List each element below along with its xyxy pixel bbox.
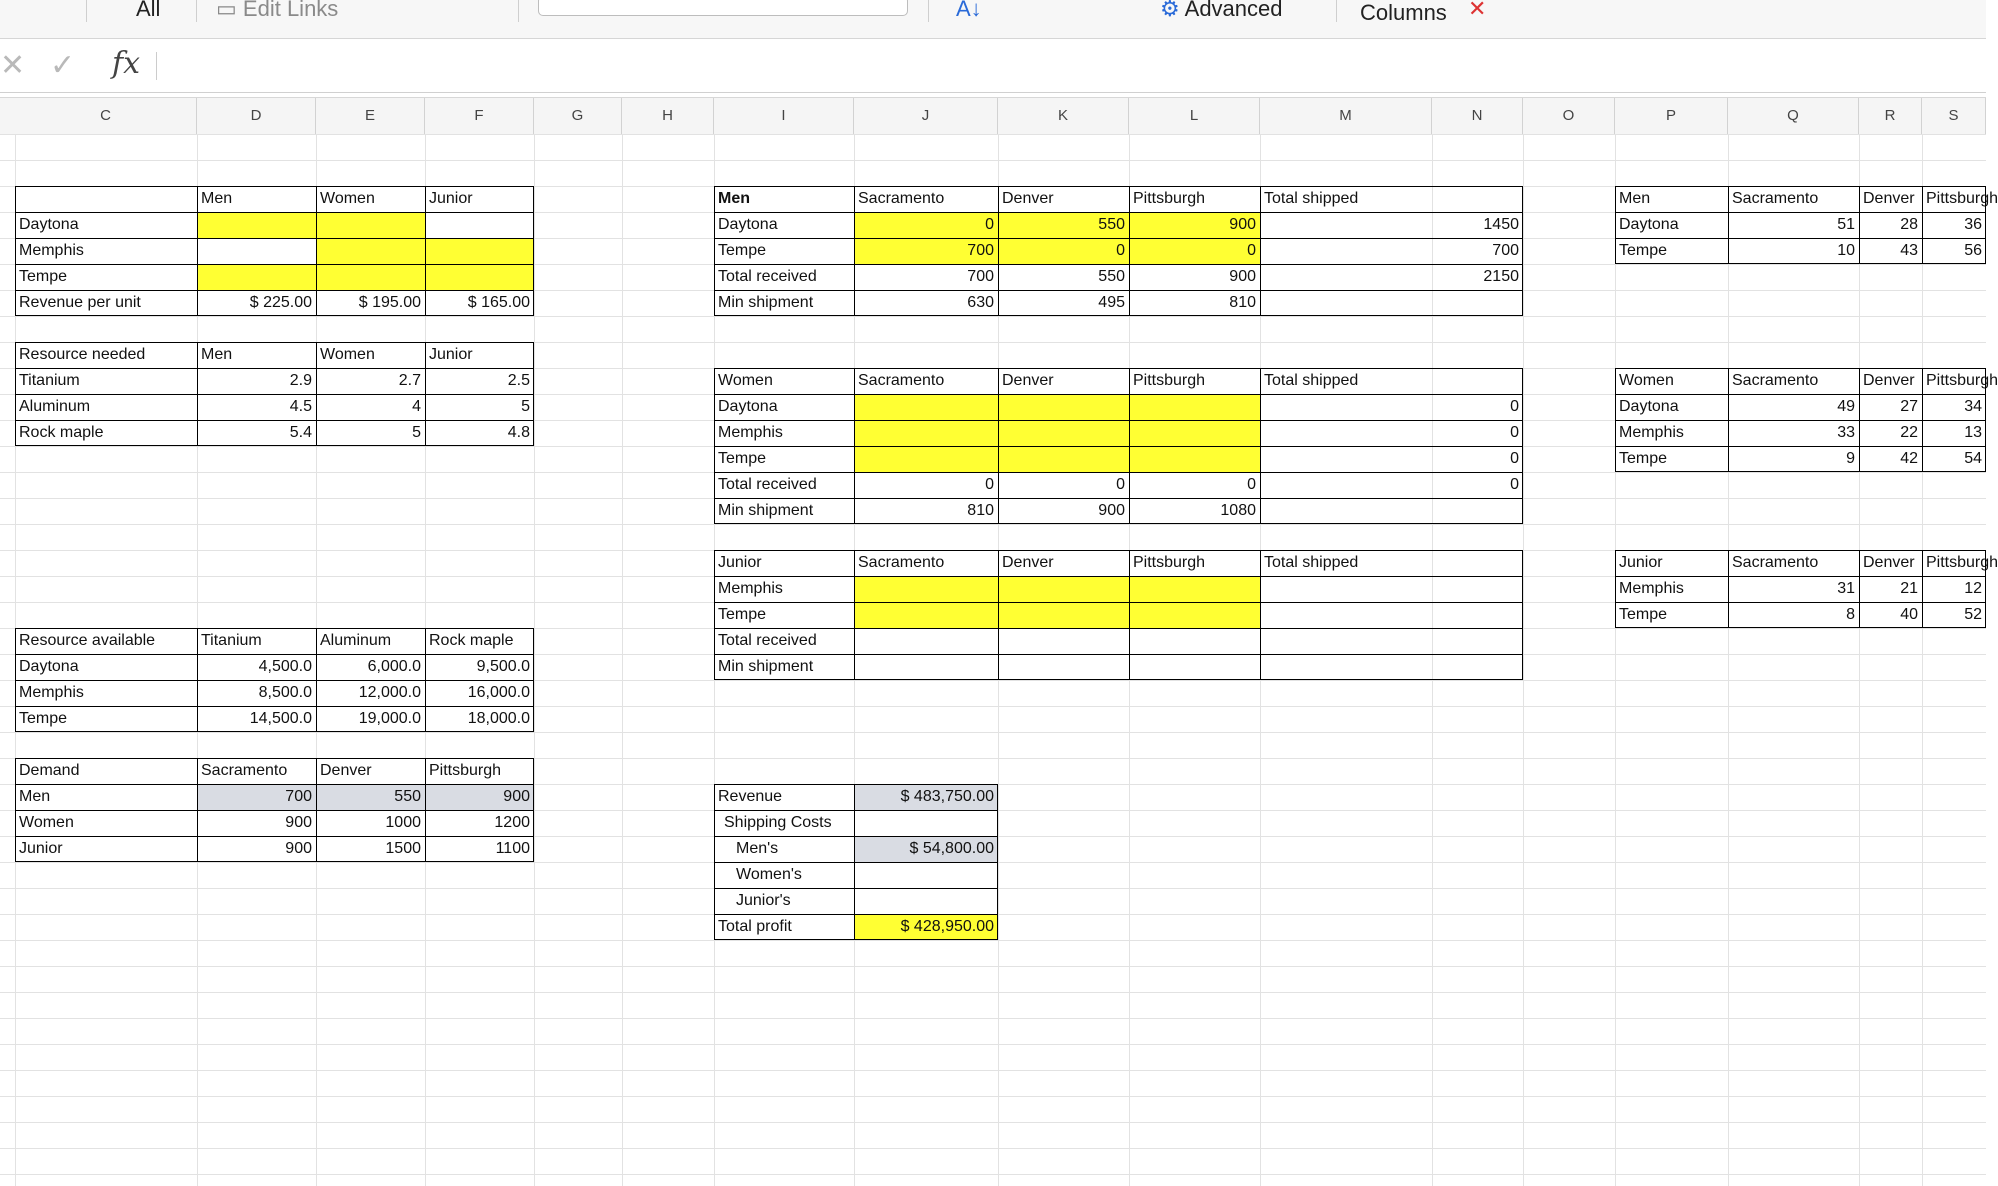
column-header-e[interactable]: E bbox=[316, 98, 425, 134]
table-header-cell[interactable]: Junior bbox=[429, 346, 473, 363]
column-header-f[interactable]: F bbox=[425, 98, 534, 134]
table-header-cell[interactable]: Sacramento bbox=[858, 190, 945, 207]
table-border bbox=[714, 836, 998, 837]
table-cell[interactable]: 2150 bbox=[1483, 268, 1519, 285]
table-cell[interactable]: 0 bbox=[1129, 238, 1260, 264]
table-cell[interactable]: 9 bbox=[1846, 450, 1855, 467]
table-header-cell[interactable]: Denver bbox=[1002, 190, 1054, 207]
table-cell[interactable]: Junior bbox=[19, 840, 63, 857]
table-cell[interactable]: 54 bbox=[1964, 450, 1982, 467]
table-cell[interactable]: 5 bbox=[521, 398, 530, 415]
formula-bar bbox=[0, 40, 1986, 93]
table-cell[interactable]: Tempe bbox=[1619, 450, 1668, 467]
table-cell[interactable]: Daytona bbox=[1619, 398, 1679, 415]
column-header-j[interactable]: J bbox=[854, 98, 998, 134]
table-cell[interactable]: 36 bbox=[1964, 216, 1982, 233]
table-border bbox=[15, 680, 534, 681]
table-cell[interactable]: Daytona bbox=[19, 216, 79, 233]
table-cell[interactable]: 43 bbox=[1900, 242, 1918, 259]
table-cell[interactable]: Tempe bbox=[1619, 242, 1668, 259]
table-cell[interactable]: Daytona bbox=[718, 216, 778, 233]
table-cell[interactable]: 56 bbox=[1964, 242, 1982, 259]
cancel-icon[interactable]: ✕ bbox=[0, 49, 26, 82]
table-cell[interactable]: Memphis bbox=[1619, 424, 1684, 441]
table-border bbox=[854, 550, 855, 680]
table-cell[interactable]: Total received bbox=[718, 268, 817, 285]
table-header-cell[interactable]: Denver bbox=[1863, 190, 1915, 207]
enter-icon[interactable]: ✓ bbox=[50, 49, 76, 82]
table-header-cell[interactable]: Denver bbox=[1002, 554, 1054, 571]
filter-all-button[interactable]: All bbox=[136, 0, 161, 21]
table-header-cell[interactable]: Men bbox=[1619, 190, 1651, 207]
financial-label[interactable]: Total profit bbox=[718, 918, 792, 935]
table-border bbox=[714, 498, 1523, 499]
text-to-columns-button[interactable]: Columns bbox=[1360, 0, 1447, 25]
table-border bbox=[1615, 576, 1986, 577]
table-header-cell[interactable]: Junior bbox=[718, 554, 762, 571]
table-cell[interactable]: 12 bbox=[1964, 580, 1982, 597]
financial-value[interactable]: $ 54,800.00 bbox=[854, 836, 998, 862]
table-cell[interactable]: Rock maple bbox=[19, 424, 104, 441]
table-cell[interactable]: 2.5 bbox=[507, 372, 530, 389]
table-cell[interactable]: 630 bbox=[967, 294, 994, 311]
plan_junior-table bbox=[714, 550, 1523, 680]
min-fulfill-label[interactable] bbox=[15, 134, 197, 160]
table-header-cell[interactable]: Total shipped bbox=[1264, 554, 1359, 571]
table-cell[interactable]: 4.5 bbox=[289, 398, 312, 415]
table-cell[interactable]: Memphis bbox=[718, 424, 783, 441]
table-border bbox=[1615, 602, 1986, 603]
table-border bbox=[714, 472, 1523, 473]
table-header-cell[interactable]: Total shipped bbox=[1264, 372, 1359, 389]
table-header-cell[interactable]: Pittsburgh bbox=[429, 762, 502, 779]
table-cell[interactable]: 810 bbox=[1229, 294, 1256, 311]
table-cell[interactable]: 550 bbox=[1098, 268, 1125, 285]
column-header-i[interactable]: I bbox=[714, 98, 854, 134]
table-cell[interactable]: Tempe bbox=[19, 268, 68, 285]
table-cell[interactable]: 8 bbox=[1846, 606, 1855, 623]
table-cell[interactable]: Tempe bbox=[1619, 606, 1668, 623]
table-header-cell[interactable]: Aluminum bbox=[320, 632, 392, 649]
table-cell[interactable]: 2.9 bbox=[289, 372, 312, 389]
table-cell[interactable]: 900 bbox=[1098, 502, 1125, 519]
financial-label[interactable]: Junior's bbox=[736, 892, 791, 909]
grid-line bbox=[1859, 134, 1860, 1186]
table-cell[interactable]: 12,000.0 bbox=[358, 684, 421, 701]
table-cell[interactable]: 4,500.0 bbox=[258, 658, 312, 675]
table-cell[interactable]: 22 bbox=[1900, 424, 1918, 441]
table-cell[interactable]: Daytona bbox=[1619, 216, 1679, 233]
table-border bbox=[1129, 186, 1130, 316]
table-border bbox=[714, 810, 998, 811]
table-border bbox=[714, 238, 1523, 239]
table-cell[interactable]: 1000 bbox=[385, 814, 421, 831]
table-cell[interactable]: 700 bbox=[967, 268, 994, 285]
table-header-cell[interactable]: Pittsburgh bbox=[1133, 554, 1206, 571]
column-header-p[interactable]: P bbox=[1615, 98, 1728, 134]
table-border bbox=[15, 706, 534, 707]
table-cell[interactable]: 2.7 bbox=[398, 372, 421, 389]
table-cell[interactable]: 1100 bbox=[495, 840, 530, 857]
table-border bbox=[15, 810, 534, 811]
financial-label[interactable]: Shipping Costs bbox=[724, 814, 832, 831]
table-cell[interactable]: 40 bbox=[1900, 606, 1918, 623]
table-header-cell[interactable]: Women bbox=[320, 190, 375, 207]
table-border bbox=[1615, 446, 1986, 447]
table-border bbox=[1728, 186, 1729, 264]
table-header-cell[interactable]: Pittsburgh bbox=[1926, 554, 1998, 571]
table-cell[interactable]: Men bbox=[19, 788, 51, 805]
table-border bbox=[15, 394, 534, 395]
table-cell[interactable]: 18,000.0 bbox=[467, 710, 530, 727]
table-header-cell[interactable]: Pittsburgh bbox=[1926, 190, 1998, 207]
table-cell[interactable]: Min shipment bbox=[718, 658, 814, 675]
table-cell[interactable]: 0 bbox=[1116, 476, 1125, 493]
table-header-cell[interactable]: Sacramento bbox=[1732, 554, 1819, 571]
grid-line bbox=[1615, 134, 1616, 1186]
table-cell[interactable]: 52 bbox=[1964, 606, 1982, 623]
table-cell[interactable]: 1450 bbox=[1483, 216, 1519, 233]
shipping-cost-title[interactable] bbox=[1615, 134, 1922, 160]
table-border bbox=[1260, 550, 1261, 680]
table-border bbox=[714, 602, 1523, 603]
table-header-cell[interactable]: Men bbox=[201, 190, 233, 207]
table-border bbox=[714, 862, 998, 863]
table-cell[interactable]: Total received bbox=[718, 476, 817, 493]
table-border bbox=[714, 212, 1523, 213]
table-cell[interactable]: 49 bbox=[1837, 398, 1855, 415]
sheet-grid[interactable] bbox=[0, 134, 1998, 1186]
table-cell[interactable]: 900 bbox=[285, 814, 312, 831]
table-border bbox=[15, 420, 534, 421]
table-border bbox=[425, 186, 426, 316]
table-border bbox=[1615, 420, 1986, 421]
table-cell[interactable]: 51 bbox=[1837, 216, 1855, 233]
table-header-cell[interactable]: Women bbox=[1619, 372, 1674, 389]
table-border bbox=[15, 654, 534, 655]
table-cell[interactable]: $ 165.00 bbox=[467, 294, 530, 311]
table-cell[interactable]: 495 bbox=[1098, 294, 1125, 311]
table-cell[interactable]: 4.8 bbox=[507, 424, 530, 441]
financial-label[interactable]: Women's bbox=[736, 866, 802, 883]
table-header-cell[interactable]: Denver bbox=[320, 762, 372, 779]
table-cell[interactable]: 14,500.0 bbox=[249, 710, 312, 727]
table-cell[interactable]: Tempe bbox=[718, 450, 767, 467]
table-cell[interactable]: 0 bbox=[998, 238, 1129, 264]
table-border bbox=[1922, 186, 1923, 264]
grid-line bbox=[622, 134, 623, 1186]
table-border bbox=[714, 290, 1523, 291]
function-icon[interactable]: fx bbox=[112, 46, 141, 81]
table-cell[interactable]: 700 bbox=[1492, 242, 1519, 259]
table-cell[interactable]: 0 bbox=[854, 212, 998, 238]
table-header-cell[interactable]: Resource needed bbox=[19, 346, 146, 363]
table-border bbox=[714, 628, 1523, 629]
table-cell[interactable]: 550 bbox=[316, 784, 425, 810]
table-cell[interactable]: 19,000.0 bbox=[358, 710, 421, 727]
revenue_table-table bbox=[15, 186, 534, 316]
table-cell[interactable]: $ 195.00 bbox=[358, 294, 421, 311]
table-cell[interactable]: Memphis bbox=[19, 684, 84, 701]
table-border bbox=[316, 186, 317, 316]
table-cell[interactable]: 13 bbox=[1964, 424, 1982, 441]
formula-input[interactable] bbox=[168, 50, 1962, 82]
table-header-cell[interactable]: Men bbox=[201, 346, 233, 363]
table-border bbox=[1129, 550, 1130, 680]
table-border bbox=[714, 394, 1523, 395]
table-cell[interactable]: Memphis bbox=[19, 242, 84, 259]
table-header-cell[interactable]: Women bbox=[320, 346, 375, 363]
table-cell[interactable]: Tempe bbox=[718, 242, 767, 259]
table-cell[interactable]: 34 bbox=[1964, 398, 1982, 415]
column-header-n[interactable]: N bbox=[1432, 98, 1523, 134]
table-border bbox=[15, 212, 534, 213]
table-border bbox=[998, 550, 999, 680]
table-cell[interactable]: 5.4 bbox=[289, 424, 312, 441]
table-border bbox=[714, 914, 998, 915]
table-cell[interactable]: 0 bbox=[1247, 476, 1256, 493]
table-cell[interactable]: 5 bbox=[412, 424, 421, 441]
table-header-cell[interactable]: Men bbox=[718, 190, 750, 207]
table-cell[interactable]: 0 bbox=[1510, 476, 1519, 493]
table-cell[interactable]: 0 bbox=[1510, 424, 1519, 441]
financial-label[interactable]: Men's bbox=[736, 840, 779, 857]
table-border bbox=[714, 888, 998, 889]
table-border bbox=[854, 186, 855, 316]
edit-links-button[interactable]: ▭ Edit Links bbox=[216, 0, 338, 22]
table-cell[interactable]: 28 bbox=[1900, 216, 1918, 233]
table-cell[interactable]: 31 bbox=[1837, 580, 1855, 597]
table-border bbox=[1922, 550, 1923, 628]
table-border bbox=[1859, 550, 1860, 628]
table-cell[interactable]: 900 bbox=[1129, 212, 1260, 238]
production-plan-title[interactable] bbox=[714, 134, 1260, 160]
column-header-m[interactable]: M bbox=[1260, 98, 1432, 134]
table-header-cell[interactable]: Rock maple bbox=[429, 632, 514, 649]
table-header-cell[interactable]: Demand bbox=[19, 762, 80, 779]
ribbon-input[interactable] bbox=[538, 0, 908, 16]
table-border bbox=[15, 784, 534, 785]
table-cell[interactable]: 900 bbox=[1229, 268, 1256, 285]
table-header-cell[interactable]: Sacramento bbox=[1732, 372, 1819, 389]
table-cell[interactable]: Memphis bbox=[718, 580, 783, 597]
grid-line bbox=[534, 134, 535, 1186]
table-header-cell[interactable]: Pittsburgh bbox=[1926, 372, 1998, 389]
table-border bbox=[1615, 212, 1986, 213]
grid-line bbox=[1523, 134, 1524, 1186]
table-cell[interactable]: 8,500.0 bbox=[258, 684, 312, 701]
ship_men-table bbox=[1615, 186, 1998, 264]
ship_junior-table bbox=[1615, 550, 1998, 628]
table-cell[interactable]: Women bbox=[19, 814, 74, 831]
plan_men-table bbox=[714, 186, 1523, 316]
table-cell[interactable]: 550 bbox=[998, 212, 1129, 238]
table-border bbox=[1859, 186, 1860, 264]
table-cell[interactable]: 900 bbox=[285, 840, 312, 857]
table-cell[interactable]: 4 bbox=[412, 398, 421, 415]
table-cell[interactable]: 10 bbox=[1837, 242, 1855, 259]
table-cell[interactable]: 16,000.0 bbox=[467, 684, 530, 701]
grid-line bbox=[1728, 134, 1729, 1186]
column-header-d[interactable]: D bbox=[197, 98, 316, 134]
table-border bbox=[15, 836, 534, 837]
table-cell[interactable]: 0 bbox=[985, 476, 994, 493]
table-cell[interactable]: Total received bbox=[718, 632, 817, 649]
table-header-cell[interactable]: Sacramento bbox=[201, 762, 288, 779]
column-header-c[interactable]: C bbox=[15, 98, 197, 134]
table-header-cell[interactable]: Sacramento bbox=[858, 554, 945, 571]
sort-button[interactable]: A↓ bbox=[956, 0, 982, 21]
financial-label[interactable]: Revenue bbox=[718, 788, 783, 805]
table-header-cell[interactable]: Denver bbox=[1002, 372, 1054, 389]
table-header-cell[interactable]: Sacramento bbox=[1732, 190, 1819, 207]
table-cell[interactable]: 700 bbox=[197, 784, 316, 810]
table-border bbox=[1615, 394, 1986, 395]
table-header-cell[interactable]: Junior bbox=[429, 190, 473, 207]
column-header-s[interactable]: S bbox=[1922, 98, 1986, 134]
table-border bbox=[714, 654, 1523, 655]
column-header-k[interactable]: K bbox=[998, 98, 1129, 134]
table-border bbox=[15, 264, 534, 265]
ribbon-toolbar bbox=[0, 0, 1986, 39]
advanced-filter-icon: ⚙ bbox=[1160, 0, 1180, 21]
advanced-filter-button[interactable]: ⚙ Advanced bbox=[1160, 0, 1283, 22]
table-header-cell[interactable]: Total shipped bbox=[1264, 190, 1359, 207]
financial-value[interactable]: $ 483,750.00 bbox=[854, 784, 998, 810]
table-cell[interactable]: $ 225.00 bbox=[249, 294, 312, 311]
table-header-cell[interactable]: Junior bbox=[1619, 554, 1663, 571]
table-header-cell[interactable]: Resource available bbox=[19, 632, 156, 649]
column-header-o[interactable]: O bbox=[1523, 98, 1615, 134]
column-header-r[interactable]: R bbox=[1859, 98, 1922, 134]
table-cell[interactable]: 810 bbox=[967, 502, 994, 519]
table-border bbox=[15, 290, 534, 291]
table-cell[interactable]: 900 bbox=[425, 784, 534, 810]
table-cell[interactable]: Min shipment bbox=[718, 294, 814, 311]
table-border bbox=[1615, 238, 1986, 239]
table-cell[interactable]: 21 bbox=[1900, 580, 1918, 597]
table-header-cell[interactable]: Titanium bbox=[201, 632, 262, 649]
table-border bbox=[197, 186, 198, 316]
table-cell[interactable]: 0 bbox=[1510, 398, 1519, 415]
remove-duplicates-icon[interactable]: ✕ bbox=[1468, 0, 1487, 21]
table-cell[interactable]: Revenue per unit bbox=[19, 294, 141, 311]
table-border bbox=[714, 446, 1523, 447]
column-header-q[interactable]: Q bbox=[1728, 98, 1859, 134]
table-cell[interactable]: 33 bbox=[1837, 424, 1855, 441]
financial-value[interactable]: $ 428,950.00 bbox=[854, 914, 998, 940]
table-cell[interactable]: Aluminum bbox=[19, 398, 91, 415]
table-header-cell[interactable]: Denver bbox=[1863, 372, 1915, 389]
resource-note[interactable] bbox=[1260, 1096, 1922, 1122]
grid-line bbox=[1922, 134, 1923, 1186]
table-cell[interactable]: 9,500.0 bbox=[476, 658, 530, 675]
table-cell[interactable]: 700 bbox=[854, 238, 998, 264]
table-header-cell[interactable]: Pittsburgh bbox=[1133, 372, 1206, 389]
table-border bbox=[998, 186, 999, 316]
table-border bbox=[714, 420, 1523, 421]
financial-title[interactable] bbox=[622, 732, 998, 758]
column-header-l[interactable]: L bbox=[1129, 98, 1260, 134]
table-cell[interactable]: 1500 bbox=[385, 840, 421, 857]
table-cell[interactable]: 1200 bbox=[494, 814, 530, 831]
table-header-cell[interactable]: Sacramento bbox=[858, 372, 945, 389]
table-cell[interactable]: Daytona bbox=[19, 658, 79, 675]
table-cell[interactable]: Titanium bbox=[19, 372, 80, 389]
table-cell[interactable]: Min shipment bbox=[718, 502, 814, 519]
table-border bbox=[714, 576, 1523, 577]
table-cell[interactable]: 1080 bbox=[1220, 502, 1256, 519]
table-cell[interactable]: Tempe bbox=[19, 710, 68, 727]
table-header-cell[interactable]: Pittsburgh bbox=[1133, 190, 1206, 207]
table-cell[interactable]: Memphis bbox=[1619, 580, 1684, 597]
table-border bbox=[15, 368, 534, 369]
table-header-cell[interactable]: Denver bbox=[1863, 554, 1915, 571]
table-cell[interactable]: 42 bbox=[1900, 450, 1918, 467]
min-fulfill-value[interactable] bbox=[197, 134, 316, 160]
note-add-something[interactable] bbox=[15, 472, 316, 498]
table-cell[interactable]: Daytona bbox=[718, 398, 778, 415]
column-header-h[interactable]: H bbox=[622, 98, 714, 134]
table-border bbox=[714, 264, 1523, 265]
column-header-g[interactable]: G bbox=[534, 98, 622, 134]
table-border bbox=[1728, 550, 1729, 628]
table-cell[interactable]: Tempe bbox=[718, 606, 767, 623]
table-border bbox=[1260, 186, 1261, 316]
column-headers bbox=[0, 97, 1986, 135]
table-cell[interactable]: 27 bbox=[1900, 398, 1918, 415]
table-cell[interactable]: 0 bbox=[1510, 450, 1519, 467]
edit-links-icon: ▭ bbox=[216, 0, 237, 21]
table-border bbox=[15, 238, 534, 239]
table-cell[interactable]: 6,000.0 bbox=[367, 658, 421, 675]
table-header-cell[interactable]: Women bbox=[718, 372, 773, 389]
